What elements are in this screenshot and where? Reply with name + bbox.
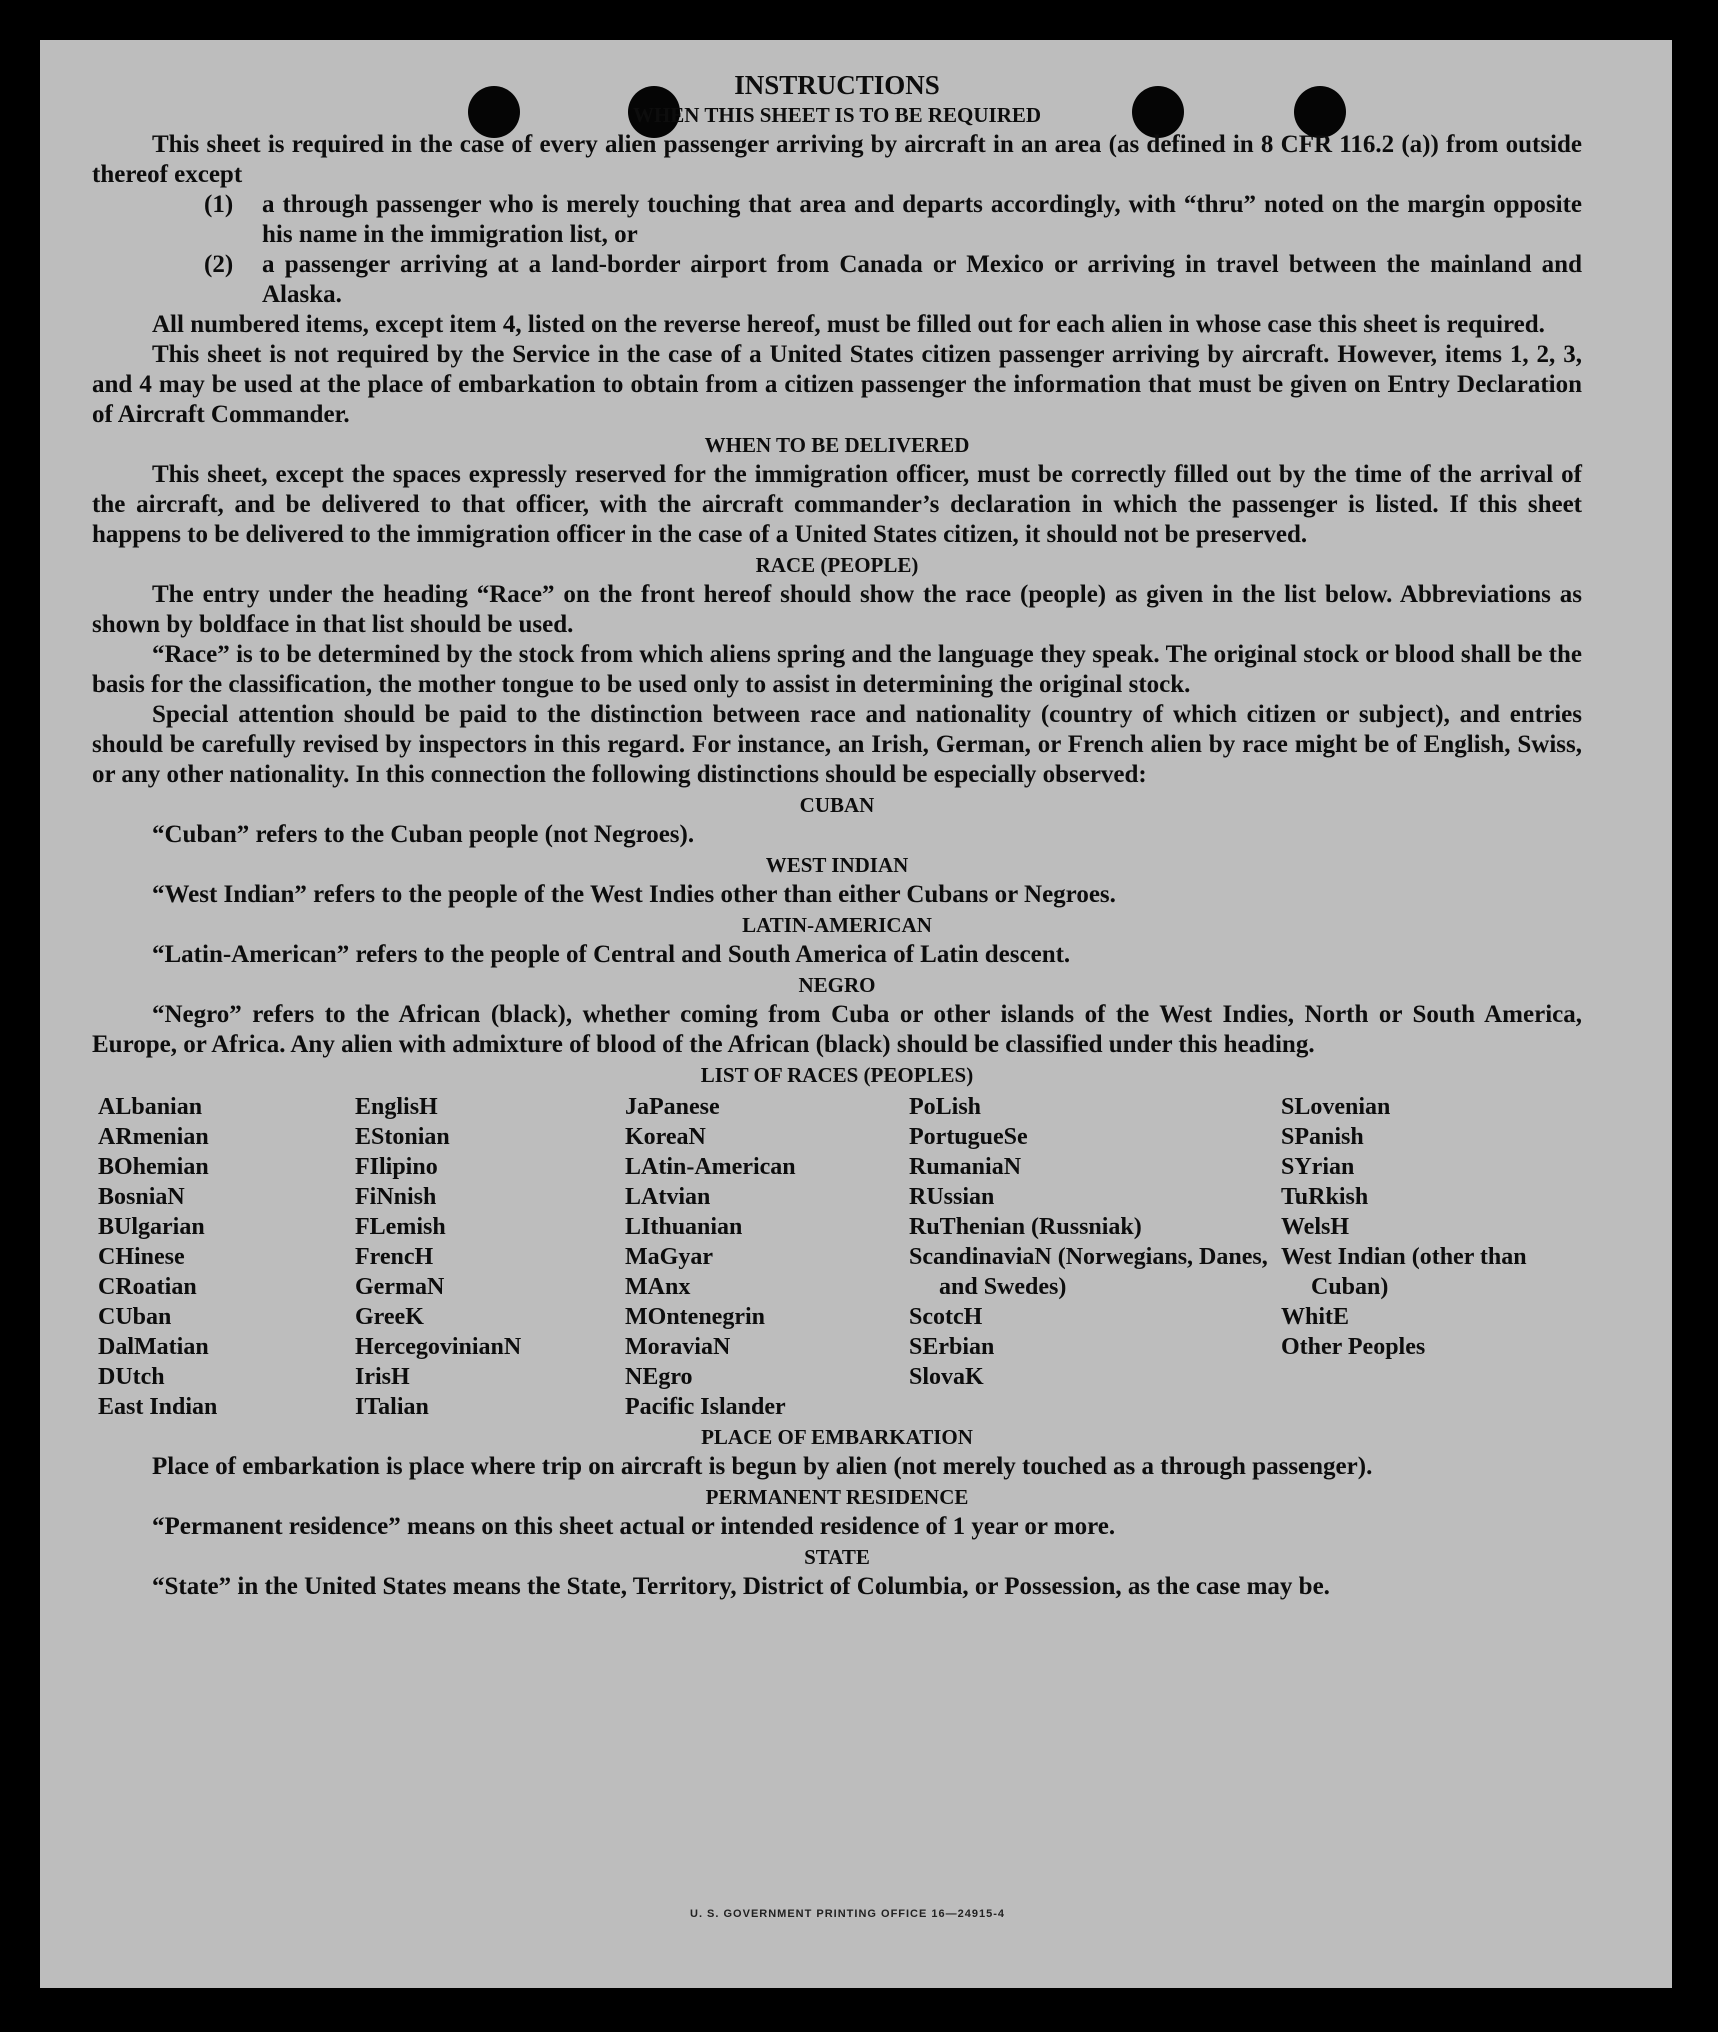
- race-item: SYrian: [1281, 1154, 1355, 1180]
- paragraph: The entry under the heading “Race” on the front hereof should show the race (people) as given in the list below. Abbreviations as shown by boldface in that list should be used.: [92, 581, 1582, 638]
- race-item: WelsH: [1281, 1214, 1350, 1240]
- races-column: [92, 1092, 355, 1422]
- race-item: FrencH: [355, 1244, 434, 1270]
- instructions-document: [92, 70, 1582, 1602]
- race-item: RUssian: [909, 1184, 995, 1210]
- race-item: PoLish: [909, 1094, 982, 1120]
- race-item: WhitE: [1281, 1304, 1350, 1330]
- race-item: West Indian (other than Cuban): [1281, 1244, 1527, 1300]
- race-item: FIlipino: [355, 1154, 438, 1180]
- item-text: a through passenger who is merely touching that area and departs accordingly, with “thru” noted on the margin opposite his name in the immigration list, or: [262, 191, 1582, 248]
- race-item: LAtin-American: [625, 1154, 796, 1180]
- race-item: MAnx: [625, 1274, 691, 1300]
- section-heading-race: RACE (PEOPLE): [755, 553, 919, 577]
- race-item: ALbanian: [98, 1094, 203, 1120]
- race-item: CUban: [98, 1304, 172, 1330]
- races-column: [909, 1092, 1281, 1422]
- paragraph: “West Indian” refers to the people of the West Indies other than either Cubans or Negroes.: [152, 881, 1116, 908]
- paragraph: “Permanent residence” means on this sheet actual or intended residence of 1 year or more.: [152, 1513, 1116, 1540]
- race-item: SLovenian: [1281, 1094, 1391, 1120]
- exception-item: [92, 190, 1582, 250]
- race-item: Other Peoples: [1281, 1334, 1426, 1360]
- races-list: [92, 1092, 1582, 1422]
- race-item: IrisH: [355, 1364, 410, 1390]
- paragraph: “Negro” refers to the African (black), whether coming from Cuba or other islands of the West Indies, North or South America, Europe, or Africa. Any alien with admixture of blood of the African (black) should be classified under this heading.: [92, 1001, 1582, 1058]
- race-item: FiNnish: [355, 1184, 437, 1210]
- exception-item: [92, 250, 1582, 310]
- printer-imprint: U. S. GOVERNMENT PRINTING OFFICE 16—24915-4: [690, 1908, 1006, 1920]
- section-heading-embarkation: PLACE OF EMBARKATION: [701, 1425, 973, 1449]
- section-heading-delivered: WHEN TO BE DELIVERED: [704, 433, 970, 457]
- race-item: GreeK: [355, 1304, 424, 1330]
- race-item: SErbian: [909, 1334, 995, 1360]
- races-column: [355, 1092, 625, 1422]
- race-item: ARmenian: [98, 1124, 209, 1150]
- race-item: ITalian: [355, 1394, 429, 1420]
- race-item: EnglisH: [355, 1094, 438, 1120]
- section-heading-races-list: LIST OF RACES (PEOPLES): [700, 1063, 974, 1087]
- item-number: (2): [204, 251, 234, 278]
- race-item: CRoatian: [98, 1274, 197, 1300]
- race-item: HercegovinianN: [355, 1334, 522, 1360]
- race-item: BOhemian: [98, 1154, 209, 1180]
- page-title: INSTRUCTIONS: [734, 70, 940, 100]
- paragraph: “Race” is to be determined by the stock from which aliens spring and the language they speak. The original stock or blood shall be the basis for the classification, the mother tongue to be used only to assist in determining the original stock.: [92, 641, 1582, 698]
- section-heading-west-indian: WEST INDIAN: [765, 853, 909, 877]
- race-item: CHinese: [98, 1244, 185, 1270]
- race-item: ScandinaviaN (Norwegians, Danes, and Swedes): [909, 1244, 1268, 1300]
- section-heading-latin-american: LATIN-AMERICAN: [742, 913, 932, 937]
- races-column: [625, 1092, 909, 1422]
- race-item: LIthuanian: [625, 1214, 743, 1240]
- section-heading-negro: NEGRO: [798, 973, 876, 997]
- race-item: TuRkish: [1281, 1184, 1369, 1210]
- section-heading-cuban: CUBAN: [799, 793, 875, 817]
- race-item: Pacific Islander: [625, 1394, 786, 1420]
- race-item: RuThenian (Russniak): [909, 1214, 1142, 1240]
- race-item: JaPanese: [625, 1094, 720, 1120]
- paragraph: Place of embarkation is place where trip on aircraft is begun by alien (not merely touched as a through passenger).: [152, 1453, 1373, 1480]
- race-item: PortugueSe: [909, 1124, 1028, 1150]
- race-item: ScotcH: [909, 1304, 983, 1330]
- race-item: BosniaN: [98, 1184, 185, 1210]
- race-item: MaGyar: [625, 1244, 713, 1270]
- race-item: LAtvian: [625, 1184, 711, 1210]
- race-item: BUlgarian: [98, 1214, 205, 1240]
- item-number: (1): [204, 191, 234, 218]
- race-item: DUtch: [98, 1364, 165, 1390]
- paragraph: “State” in the United States means the State, Territory, District of Columbia, or Possession, as the case may be.: [152, 1573, 1330, 1600]
- paragraph: All numbered items, except item 4, listed on the reverse hereof, must be filled out for each alien in whose case this sheet is required.: [152, 311, 1545, 338]
- section-heading-permanent-residence: PERMANENT RESIDENCE: [705, 1485, 969, 1509]
- paragraph: This sheet is not required by the Service in the case of a United States citizen passenger arriving by aircraft. However, items 1, 2, 3, and 4 may be used at the place of embarkation to obtain from a citizen passenger the information that must be given on Entry Declaration of Aircraft Commander.: [92, 341, 1582, 428]
- race-item: RumaniaN: [909, 1154, 1022, 1180]
- paragraph: This sheet is required in the case of every alien passenger arriving by aircraft in an area (as defined in 8 CFR 116.2 (a)) from outside thereof except: [92, 131, 1582, 188]
- race-item: SPanish: [1281, 1124, 1364, 1150]
- race-item: NEgro: [625, 1364, 693, 1390]
- races-column: [1281, 1092, 1561, 1422]
- paragraph: Special attention should be paid to the distinction between race and nationality (country of which citizen or subject), and entries should be carefully revised by inspectors in this regard. For instance, an Irish, German, or French alien by race might be of English, Swiss, or any other nationality. In this connection the following distinctions should be especially observed:: [92, 701, 1582, 788]
- paragraph: “Cuban” refers to the Cuban people (not Negroes).: [152, 821, 695, 848]
- paragraph: “Latin-American” refers to the people of Central and South America of Latin descent.: [152, 941, 1071, 968]
- race-item: East Indian: [98, 1394, 218, 1420]
- paragraph: This sheet, except the spaces expressly reserved for the immigration officer, must be correctly filled out by the time of the arrival of the aircraft, and be delivered to that officer, with the aircraft commander’s declaration in which the passenger is listed. If this sheet happens to be delivered to the immigration officer in the case of a United States citizen, it should not be preserved.: [92, 461, 1582, 548]
- section-heading-required: WHEN THIS SHEET IS TO BE REQUIRED: [632, 103, 1042, 127]
- item-text: a passenger arriving at a land-border airport from Canada or Mexico or arriving in travel between the mainland and Alaska.: [262, 251, 1582, 308]
- race-item: SlovaK: [909, 1364, 984, 1390]
- race-item: FLemish: [355, 1214, 446, 1240]
- race-item: KoreaN: [625, 1124, 706, 1150]
- race-item: GermaN: [355, 1274, 445, 1300]
- race-item: DalMatian: [98, 1334, 209, 1360]
- section-heading-state: STATE: [804, 1545, 870, 1569]
- race-item: EStonian: [355, 1124, 450, 1150]
- race-item: MoraviaN: [625, 1334, 731, 1360]
- race-item: MOntenegrin: [625, 1304, 765, 1330]
